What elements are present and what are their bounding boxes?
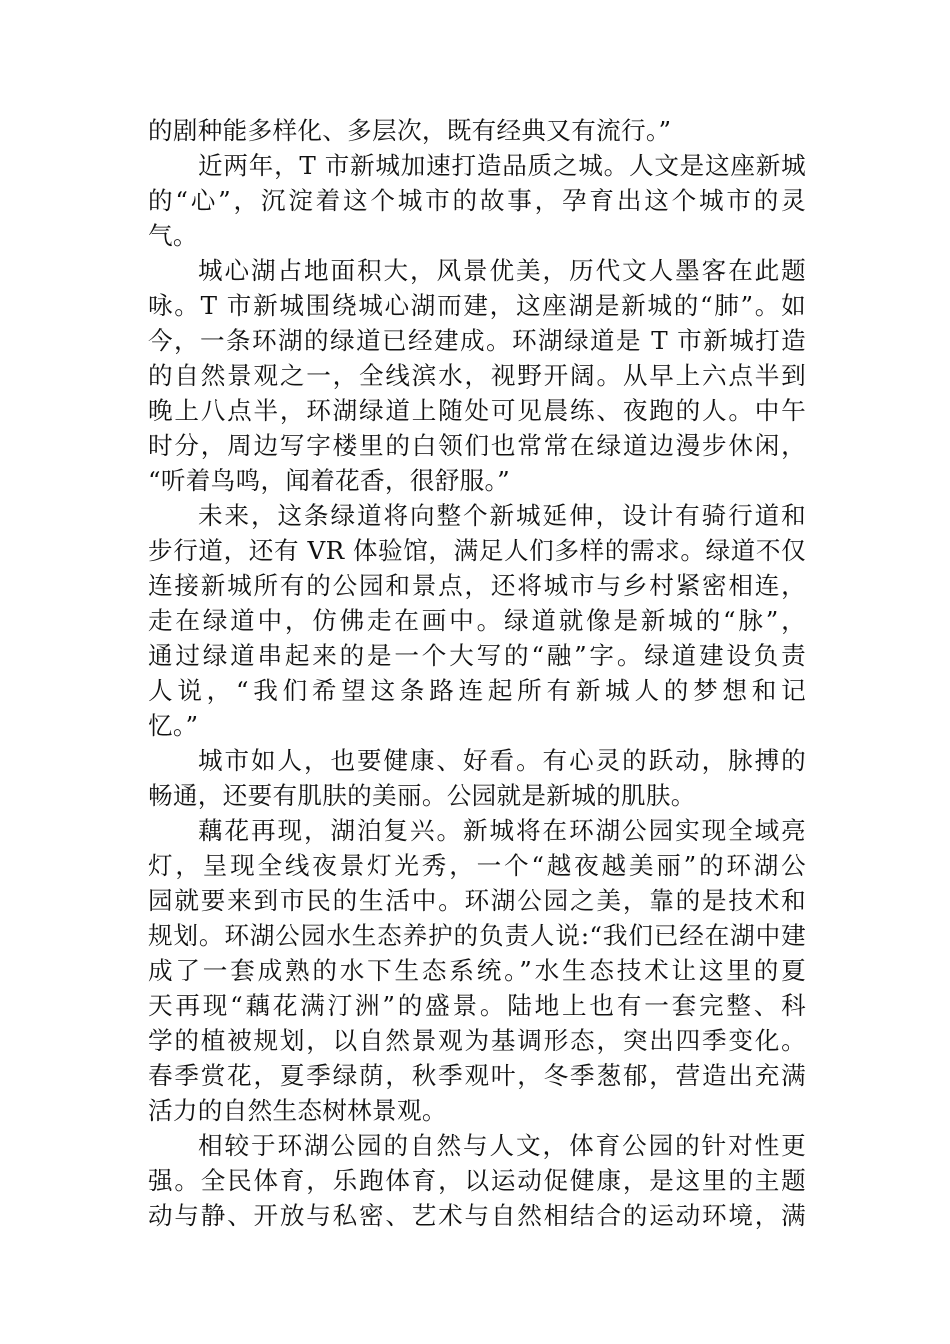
text-line: 未来，这条绿道将向整个新城延伸，设计有骑行道和 xyxy=(198,501,806,530)
text-line: 天再现“藕花满汀洲”的盛景。陆地上也有一套完整、科 xyxy=(148,991,806,1020)
text-line: 步行道，还有 VR 体验馆，满足人们多样的需求。绿道不仅 xyxy=(148,536,806,565)
text-line: 今，一条环湖的绿道已经建成。环湖绿道是 T 市新城打造 xyxy=(148,326,806,355)
text-line: 城心湖占地面积大，风景优美，历代文人墨客在此题 xyxy=(198,256,806,285)
text-line: 畅通，还要有肌肤的美丽。公园就是新城的肌肤。 xyxy=(148,781,696,810)
text-line: 的剧种能多样化、多层次，既有经典又有流行。” xyxy=(148,116,672,145)
text-line: 园就要来到市民的生活中。环湖公园之美，靠的是技术和 xyxy=(148,886,806,915)
text-line: 通过绿道串起来的是一个大写的“融”字。绿道建设负责 xyxy=(148,641,806,670)
text-line: 咏。T 市新城围绕城心湖而建，这座湖是新城的“肺”。如 xyxy=(148,291,806,320)
text-line: 人说，“我们希望这条路连起所有新城人的梦想和记 xyxy=(148,676,806,705)
text-line: 近两年，T 市新城加速打造品质之城。人文是这座新城 xyxy=(198,151,806,180)
text-line: 晚上八点半，环湖绿道上随处可见晨练、夜跑的人。中午 xyxy=(148,396,806,425)
text-line: 连接新城所有的公园和景点，还将城市与乡村紧密相连， xyxy=(148,571,806,600)
text-line: 动与静、开放与私密、艺术与自然相结合的运动环境，满 xyxy=(148,1201,806,1230)
text-line: 的自然景观之一，全线滨水，视野开阔。从早上六点半到 xyxy=(148,361,806,390)
text-line: 藕花再现，湖泊复兴。新城将在环湖公园实现全域亮 xyxy=(198,816,806,845)
text-line: 走在绿道中，仿佛走在画中。绿道就像是新城的“脉”， xyxy=(148,606,806,635)
text-line: 气。 xyxy=(148,221,198,250)
text-line: 相较于环湖公园的自然与人文，体育公园的针对性更 xyxy=(198,1131,806,1160)
text-line: 学的植被规划，以自然景观为基调形态，突出四季变化。 xyxy=(148,1026,806,1055)
text-line: “听着鸟鸣，闻着花香，很舒服。” xyxy=(148,466,510,495)
text-line: 城市如人，也要健康、好看。有心灵的跃动，脉搏的 xyxy=(198,746,806,775)
text-line: 时分，周边写字楼里的白领们也常常在绿道边漫步休闲， xyxy=(148,431,806,460)
text-line: 活力的自然生态树林景观。 xyxy=(148,1096,447,1125)
text-line: 春季赏花，夏季绿荫，秋季观叶，冬季葱郁，营造出充满 xyxy=(148,1061,806,1090)
text-line: 忆。” xyxy=(148,711,199,740)
article-body xyxy=(148,113,806,1233)
text-line: 规划。环湖公园水生态养护的负责人说:“我们已经在湖中建 xyxy=(148,921,806,950)
text-line: 成了一套成熟的水下生态系统。”水生态技术让这里的夏 xyxy=(148,956,806,985)
text-line: 强。全民体育，乐跑体育，以运动促健康，是这里的主题 xyxy=(148,1166,806,1195)
text-line: 的“心”，沉淀着这个城市的故事，孕育出这个城市的灵 xyxy=(148,186,806,215)
text-line: 灯，呈现全线夜景灯光秀，一个“越夜越美丽”的环湖公 xyxy=(148,851,806,880)
